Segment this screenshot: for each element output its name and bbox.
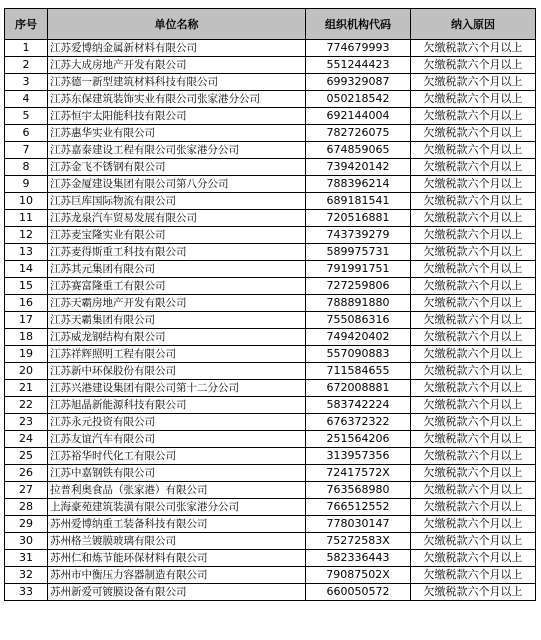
row-reason: 欠缴税款六个月以上 <box>411 397 536 414</box>
row-reason: 欠缴税款六个月以上 <box>411 380 536 397</box>
row-reason: 欠缴税款六个月以上 <box>411 312 536 329</box>
row-company-name: 江苏巨库国际物流有限公司 <box>48 193 306 210</box>
table-row <box>5 414 536 431</box>
row-reason: 欠缴税款六个月以上 <box>411 74 536 91</box>
table-row <box>5 261 536 278</box>
table-row <box>5 57 536 74</box>
row-org-code: 720516881 <box>306 210 411 227</box>
table-row <box>5 397 536 414</box>
table-row <box>5 550 536 567</box>
row-reason: 欠缴税款六个月以上 <box>411 516 536 533</box>
row-no: 24 <box>5 431 48 448</box>
table-row <box>5 74 536 91</box>
table-row <box>5 40 536 57</box>
row-company-name: 江苏龙泉汽车贸易发展有限公司 <box>48 210 306 227</box>
table-row <box>5 465 536 482</box>
row-company-name: 苏州仁和炼节能环保材料有限公司 <box>48 550 306 567</box>
row-company-name: 苏州市中衡压力容器制造有限公司 <box>48 567 306 584</box>
row-company-name: 江苏中嘉钢铁有限公司 <box>48 465 306 482</box>
row-company-name: 江苏祥辉照明工程有限公司 <box>48 346 306 363</box>
row-company-name: 上海豪苑建筑装潢有限公司张家港分公司 <box>48 499 306 516</box>
row-no: 4 <box>5 91 48 108</box>
row-company-name: 拉普利奥食品（张家港）有限公司 <box>48 482 306 499</box>
table-row <box>5 431 536 448</box>
row-company-name: 江苏其元集团有限公司 <box>48 261 306 278</box>
header-row <box>5 9 536 40</box>
row-org-code: 782726075 <box>306 125 411 142</box>
table-row <box>5 176 536 193</box>
row-org-code: 689181541 <box>306 193 411 210</box>
header-no: 序号 <box>5 9 48 40</box>
row-no: 20 <box>5 363 48 380</box>
row-reason: 欠缴税款六个月以上 <box>411 414 536 431</box>
header-org-code: 组织机构代码 <box>306 9 411 40</box>
row-org-code: 743739279 <box>306 227 411 244</box>
row-reason: 欠缴税款六个月以上 <box>411 482 536 499</box>
row-company-name: 江苏爱博纳金属新材料有限公司 <box>48 40 306 57</box>
table-row <box>5 363 536 380</box>
row-no: 26 <box>5 465 48 482</box>
row-org-code: 75272583X <box>306 533 411 550</box>
table-row <box>5 380 536 397</box>
row-no: 2 <box>5 57 48 74</box>
row-reason: 欠缴税款六个月以上 <box>411 431 536 448</box>
row-company-name: 江苏金厦建设集团有限公司第八分公司 <box>48 176 306 193</box>
row-no: 28 <box>5 499 48 516</box>
row-reason: 欠缴税款六个月以上 <box>411 465 536 482</box>
row-company-name: 江苏天霸集团有限公司 <box>48 312 306 329</box>
row-no: 23 <box>5 414 48 431</box>
row-company-name: 江苏新中环保股份有限公司 <box>48 363 306 380</box>
header-company-name: 单位名称 <box>48 9 306 40</box>
row-company-name: 江苏旭晶新能源科技有限公司 <box>48 397 306 414</box>
row-org-code: 72417572X <box>306 465 411 482</box>
row-company-name: 江苏裕华时代化工有限公司 <box>48 448 306 465</box>
row-company-name: 江苏麦宝隆实业有限公司 <box>48 227 306 244</box>
row-reason: 欠缴税款六个月以上 <box>411 40 536 57</box>
row-no: 16 <box>5 295 48 312</box>
row-reason: 欠缴税款六个月以上 <box>411 210 536 227</box>
taxpayer-table <box>4 8 536 601</box>
table-body <box>5 40 536 601</box>
row-reason: 欠缴税款六个月以上 <box>411 159 536 176</box>
row-org-code: 766512552 <box>306 499 411 516</box>
row-company-name: 江苏友谊汽车有限公司 <box>48 431 306 448</box>
row-company-name: 江苏德一新型建筑材料科技有限公司 <box>48 74 306 91</box>
row-company-name: 江苏惠华实业有限公司 <box>48 125 306 142</box>
row-reason: 欠缴税款六个月以上 <box>411 108 536 125</box>
row-org-code: 582336443 <box>306 550 411 567</box>
table-row <box>5 91 536 108</box>
row-no: 7 <box>5 142 48 159</box>
taxpayer-list-sheet <box>4 8 536 601</box>
row-reason: 欠缴税款六个月以上 <box>411 193 536 210</box>
table-row <box>5 244 536 261</box>
row-reason: 欠缴税款六个月以上 <box>411 363 536 380</box>
header-reason: 纳入原因 <box>411 9 536 40</box>
table-row <box>5 584 536 601</box>
row-org-code: 674859065 <box>306 142 411 159</box>
row-no: 10 <box>5 193 48 210</box>
row-org-code: 660050572 <box>306 584 411 601</box>
row-no: 27 <box>5 482 48 499</box>
row-reason: 欠缴税款六个月以上 <box>411 244 536 261</box>
row-company-name: 江苏东保建筑装饰实业有限公司张家港分公司 <box>48 91 306 108</box>
row-reason: 欠缴税款六个月以上 <box>411 261 536 278</box>
table-header <box>5 9 536 40</box>
row-no: 33 <box>5 584 48 601</box>
row-reason: 欠缴税款六个月以上 <box>411 584 536 601</box>
row-reason: 欠缴税款六个月以上 <box>411 227 536 244</box>
row-org-code: 788396214 <box>306 176 411 193</box>
table-row <box>5 295 536 312</box>
table-row <box>5 278 536 295</box>
table-row <box>5 193 536 210</box>
row-company-name: 苏州新爱可镀膜设备有限公司 <box>48 584 306 601</box>
row-org-code: 692144004 <box>306 108 411 125</box>
row-no: 1 <box>5 40 48 57</box>
row-company-name: 江苏嘉泰建设工程有限公司张家港分公司 <box>48 142 306 159</box>
table-row <box>5 567 536 584</box>
row-no: 21 <box>5 380 48 397</box>
row-no: 5 <box>5 108 48 125</box>
row-org-code: 589975731 <box>306 244 411 261</box>
row-no: 9 <box>5 176 48 193</box>
row-no: 11 <box>5 210 48 227</box>
row-reason: 欠缴税款六个月以上 <box>411 499 536 516</box>
row-reason: 欠缴税款六个月以上 <box>411 295 536 312</box>
row-org-code: 727259806 <box>306 278 411 295</box>
row-org-code: 313957356 <box>306 448 411 465</box>
table-row <box>5 142 536 159</box>
row-company-name: 江苏赛富隆重工有限公司 <box>48 278 306 295</box>
table-row <box>5 312 536 329</box>
table-row <box>5 227 536 244</box>
row-org-code: 763568980 <box>306 482 411 499</box>
table-row <box>5 329 536 346</box>
row-no: 3 <box>5 74 48 91</box>
row-org-code: 583742224 <box>306 397 411 414</box>
table-row <box>5 108 536 125</box>
row-reason: 欠缴税款六个月以上 <box>411 57 536 74</box>
row-org-code: 788891880 <box>306 295 411 312</box>
row-reason: 欠缴税款六个月以上 <box>411 91 536 108</box>
row-reason: 欠缴税款六个月以上 <box>411 567 536 584</box>
table-row <box>5 499 536 516</box>
row-reason: 欠缴税款六个月以上 <box>411 329 536 346</box>
row-reason: 欠缴税款六个月以上 <box>411 176 536 193</box>
row-reason: 欠缴税款六个月以上 <box>411 448 536 465</box>
row-company-name: 江苏天霸房地产开发有限公司 <box>48 295 306 312</box>
row-org-code: 791991751 <box>306 261 411 278</box>
table-row <box>5 210 536 227</box>
row-org-code: 749420402 <box>306 329 411 346</box>
row-company-name: 江苏威龙钢结构有限公司 <box>48 329 306 346</box>
row-org-code: 050218542 <box>306 91 411 108</box>
row-org-code: 699329087 <box>306 74 411 91</box>
row-reason: 欠缴税款六个月以上 <box>411 550 536 567</box>
row-company-name: 苏州格兰镀膜玻璃有限公司 <box>48 533 306 550</box>
row-company-name: 江苏永元投资有限公司 <box>48 414 306 431</box>
row-org-code: 774679993 <box>306 40 411 57</box>
row-org-code: 676372322 <box>306 414 411 431</box>
row-company-name: 江苏恒宇太阳能科技有限公司 <box>48 108 306 125</box>
row-reason: 欠缴税款六个月以上 <box>411 533 536 550</box>
table-row <box>5 159 536 176</box>
table-row <box>5 516 536 533</box>
table-row <box>5 533 536 550</box>
row-reason: 欠缴税款六个月以上 <box>411 346 536 363</box>
row-org-code: 778030147 <box>306 516 411 533</box>
row-org-code: 557090883 <box>306 346 411 363</box>
row-no: 29 <box>5 516 48 533</box>
row-no: 15 <box>5 278 48 295</box>
row-company-name: 江苏大成房地产开发有限公司 <box>48 57 306 74</box>
row-reason: 欠缴税款六个月以上 <box>411 278 536 295</box>
table-row <box>5 125 536 142</box>
row-no: 30 <box>5 533 48 550</box>
row-no: 18 <box>5 329 48 346</box>
table-row <box>5 448 536 465</box>
row-org-code: 551244423 <box>306 57 411 74</box>
row-org-code: 79087502X <box>306 567 411 584</box>
row-reason: 欠缴税款六个月以上 <box>411 142 536 159</box>
row-company-name: 江苏金飞不锈钢有限公司 <box>48 159 306 176</box>
row-org-code: 251564206 <box>306 431 411 448</box>
row-no: 22 <box>5 397 48 414</box>
row-no: 14 <box>5 261 48 278</box>
table-row <box>5 482 536 499</box>
row-no: 25 <box>5 448 48 465</box>
row-org-code: 711584655 <box>306 363 411 380</box>
row-org-code: 739420142 <box>306 159 411 176</box>
row-org-code: 672008881 <box>306 380 411 397</box>
row-no: 8 <box>5 159 48 176</box>
row-company-name: 苏州爱博纳重工装备科技有限公司 <box>48 516 306 533</box>
row-org-code: 755086316 <box>306 312 411 329</box>
row-no: 32 <box>5 567 48 584</box>
row-no: 31 <box>5 550 48 567</box>
row-no: 12 <box>5 227 48 244</box>
row-no: 19 <box>5 346 48 363</box>
row-no: 13 <box>5 244 48 261</box>
row-no: 17 <box>5 312 48 329</box>
row-company-name: 江苏兴港建设集团有限公司第十二分公司 <box>48 380 306 397</box>
row-reason: 欠缴税款六个月以上 <box>411 125 536 142</box>
row-company-name: 江苏麦得斯重工科技有限公司 <box>48 244 306 261</box>
table-row <box>5 346 536 363</box>
row-no: 6 <box>5 125 48 142</box>
